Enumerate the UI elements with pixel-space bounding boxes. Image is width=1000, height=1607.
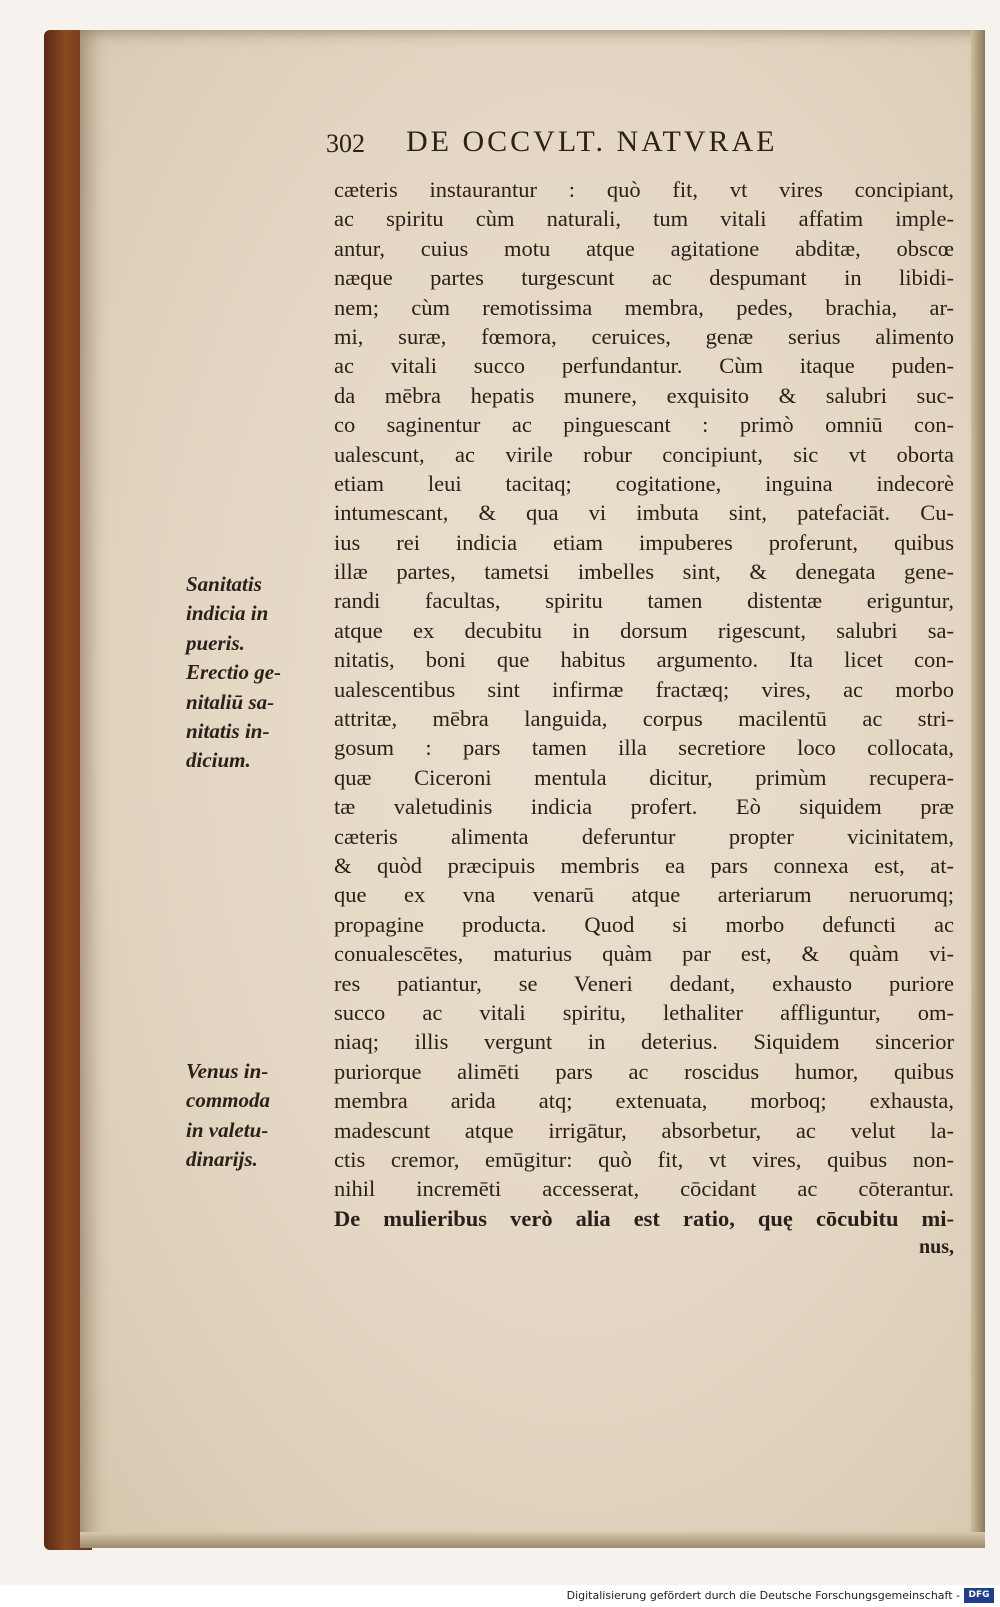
margin-note-venus [186, 1057, 326, 1175]
margin-note-line: Erectio ge- [186, 660, 282, 685]
text-line: co saginentur ac pinguescant : primò omniū con- [334, 412, 954, 438]
text-line: ac vitali succo perfundantur. Cùm itaque puden- [334, 353, 954, 379]
margin-note-line: in valetu- [186, 1117, 269, 1142]
text-line: madescunt atque irrigātur, absorbetur, ac velut la- [334, 1117, 954, 1143]
text-line: conualescētes, maturius quàm par est, & quàm vi- [334, 941, 954, 967]
text-line: ualescunt, ac virile robur concipiunt, sic vt oborta [334, 441, 954, 467]
margin-note-line: nitaliū sa- [186, 689, 275, 714]
text-line: & quòd præcipuis membris ea pars connexa est, at- [334, 852, 954, 878]
text-line: membra arida atq; extenuata, morboq; exhausta, [334, 1088, 954, 1114]
page-number: 302 [326, 129, 365, 158]
digitization-footer [0, 1585, 1000, 1607]
text-line: nihil incremēti accesserat, cōcidant ac cōterantur. [334, 1176, 954, 1202]
catchword: nus, [918, 1236, 954, 1259]
margin-note-line: Sanitatis [186, 572, 262, 596]
text-line: etiam leui tacitaq; cogitatione, inguina indecorè [334, 470, 954, 496]
text-line: illæ partes, tametsi imbelles sint, & denegata gene- [334, 559, 954, 585]
margin-note-line: Venus in- [186, 1059, 269, 1083]
margin-note-line: dinarijs. [186, 1147, 258, 1172]
margin-note-sanitatis [186, 570, 326, 776]
text-line: attritæ, mēbra languida, corpus macilentū ac stri- [334, 706, 954, 732]
text-line: nem; cùm remotissima membra, pedes, brachia, ar- [334, 294, 954, 320]
margin-note-line: commoda [186, 1088, 270, 1113]
running-head [326, 125, 886, 165]
text-line: cæteris alimenta deferuntur propter vicinitatem, [334, 823, 954, 849]
text-line: ac spiritu cùm naturali, tum vitali affatim imple- [334, 206, 954, 232]
page-right-edge [971, 30, 985, 1548]
margin-note-line: indicia in [186, 601, 269, 626]
footer-credit: Digitalisierung gefördert durch die Deutsche Forschungsgemeinschaft - [566, 1589, 960, 1602]
text-line: tæ valetudinis indicia profert. Eò siquidem præ [334, 794, 954, 820]
margin-note-line: nitatis in- [186, 718, 270, 743]
text-line: nitatis, boni que habitus argumento. Ita licet con- [334, 647, 954, 673]
margin-note-line: pueris. [186, 630, 245, 655]
text-line: propagine producta. Quod si morbo defuncti ac [334, 911, 954, 937]
text-line: da mēbra hepatis munere, exquisito & salubri suc- [334, 382, 954, 408]
text-line: ualescentibus sint infirmæ fractæq; vires, ac morbo [334, 676, 954, 702]
running-title: DE OCCVLT. NATVRAE [406, 125, 778, 158]
main-text-block [334, 175, 954, 1262]
text-line: randi facultas, spiritu tamen distentæ eriguntur, [334, 588, 954, 614]
text-line: que ex vna venarū atque arteriarum neruorumq; [334, 882, 954, 908]
text-line: cæteris instaurantur : quò fit, vt vires concipiant, [334, 177, 954, 202]
text-line: næque partes turgescunt ac despumant in libidi- [334, 265, 954, 291]
text-line: ius rei indicia etiam impuberes proferunt, quibus [334, 529, 954, 555]
text-line: gosum : pars tamen illa secretiore loco collocata, [334, 735, 954, 761]
text-line: niaq; illis vergunt in deterius. Siquidem sincerior [334, 1029, 954, 1055]
text-line: mi, suræ, fœmora, ceruices, genæ serius alimento [334, 323, 954, 349]
text-line: antur, cuius motu atque agitatione abditæ, obscœ [334, 235, 954, 261]
dfg-logo: DFG [964, 1588, 994, 1603]
margin-note-line: dicium. [186, 748, 251, 773]
text-line: quæ Ciceroni mentula dicitur, primùm recupera- [334, 764, 954, 790]
text-line: atque ex decubitu in dorsum rigescunt, salubri sa- [334, 617, 954, 643]
text-line: De mulieribus verò alia est ratio, quę cōcubitu mi- [334, 1205, 954, 1231]
text-line: intumescant, & qua vi imbuta sint, patefaciāt. Cu- [334, 500, 954, 526]
text-line: ctis cremor, emūgitur: quò fit, vt vires, quibus non- [334, 1146, 954, 1172]
text-line: puriorque alimēti pars ac roscidus humor, quibus [334, 1058, 954, 1084]
text-line: succo ac vitali spiritu, lethaliter affliguntur, om- [334, 999, 954, 1025]
text-line: res patiantur, se Veneri dedant, exhausto puriore [334, 970, 954, 996]
page-bottom-edge [80, 1532, 985, 1548]
